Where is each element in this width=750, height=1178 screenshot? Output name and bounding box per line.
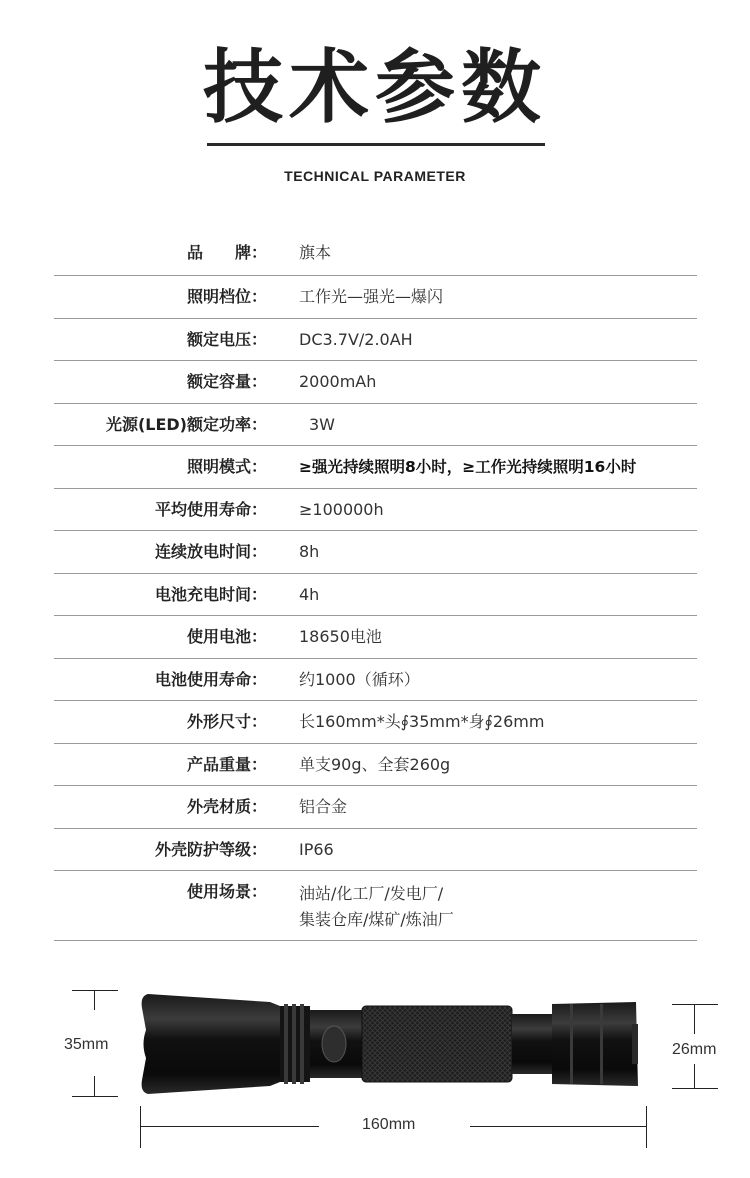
spec-value: ≥强光持续照明8小时，≥工作光持续照明16小时 (299, 458, 637, 476)
page-subtitle: TECHNICAL PARAMETER (284, 168, 466, 184)
spec-value: ≥100000h (299, 499, 384, 519)
spec-value: 2000mAh (299, 372, 377, 391)
spec-label: 额定电压： (186, 329, 267, 349)
dim-line-length-left (141, 1126, 319, 1127)
spec-label: 品 牌： (186, 243, 267, 262)
flashlight-tail-ring (512, 1014, 552, 1074)
flashlight-head (142, 994, 280, 1094)
spec-value: DC3.7V/2.0AH (299, 329, 413, 349)
spec-label: 外壳材质： (186, 797, 267, 816)
spec-row-lighting-mode (54, 446, 697, 489)
flashlight-body (362, 1006, 512, 1082)
spec-table (54, 232, 697, 941)
spec-row-material (54, 786, 697, 829)
spec-row-voltage (54, 319, 697, 362)
spec-row-weight (54, 744, 697, 787)
flashlight-threads (280, 1004, 310, 1084)
spec-label: 光源(LED)额定功率： (105, 414, 267, 434)
spec-label: 电池使用寿命： (154, 669, 267, 689)
spec-row-battery-life (54, 659, 697, 702)
head-diameter-label: 35mm (64, 1036, 109, 1053)
spec-value: 旗本 (299, 243, 332, 262)
spec-row-charge-time (54, 574, 697, 617)
spec-label: 使用电池： (186, 627, 267, 646)
dim-tick-bottom-right (672, 1088, 718, 1089)
spec-value: 8h (299, 542, 320, 561)
spec-label: 额定容量： (186, 372, 267, 391)
title-underline (207, 143, 545, 146)
spec-label: 照明档位： (186, 287, 267, 306)
power-button (322, 1026, 346, 1062)
spec-label: 连续放电时间： (154, 542, 267, 561)
dim-tick-right-end (646, 1106, 647, 1148)
spec-label: 外壳防护等级： (154, 839, 267, 859)
spec-value: 铝合金 (299, 797, 348, 816)
spec-label: 外形尺寸： (186, 712, 267, 731)
dim-line-right-upper (694, 1004, 695, 1034)
dim-tick-top-left (72, 990, 118, 991)
spec-row-led-power (54, 404, 697, 447)
spec-label: 电池充电时间： (154, 584, 267, 604)
spec-value: 18650电池 (299, 627, 382, 646)
spec-row-capacity (54, 361, 697, 404)
spec-row-brand (54, 232, 697, 276)
spec-value: 4h (299, 584, 320, 604)
flashlight-tailcap (552, 1002, 638, 1086)
spec-label: 产品重量： (186, 754, 267, 774)
dim-tick-left-end (140, 1106, 141, 1148)
spec-value: 长160mm*头∮35mm*身∮26mm (299, 712, 545, 731)
dim-line-left-lower (94, 1076, 95, 1096)
length-label: 160mm (362, 1116, 416, 1133)
spec-row-dimensions (54, 701, 697, 744)
spec-row-discharge-time (54, 531, 697, 574)
flashlight-image (140, 988, 642, 1100)
spec-row-lifespan (54, 489, 697, 532)
spec-label: 照明模式： (186, 457, 267, 476)
spec-row-protection (54, 829, 697, 872)
body-diameter-label: 26mm (672, 1041, 717, 1058)
flashlight-diagram (0, 960, 750, 1178)
spec-value: 3W (309, 414, 335, 434)
spec-label: 平均使用寿命： (154, 499, 267, 519)
spec-row-light-modes (54, 276, 697, 319)
spec-value: 工作光—强光—爆闪 (299, 287, 444, 306)
spec-value-line: 油站/化工厂/发电厂/ (299, 884, 444, 903)
dim-tick-top-right (672, 1004, 718, 1005)
page-title: 技术参数 (203, 41, 547, 134)
spec-row-battery (54, 616, 697, 659)
spec-row-usage (54, 871, 697, 941)
dim-line-right-lower (694, 1064, 695, 1088)
spec-value: 约1000（循环） (299, 669, 420, 689)
spec-value: 单支90g、全套260g (299, 754, 451, 774)
spec-value-line: 集装仓库/煤矿/炼油厂 (299, 910, 454, 929)
spec-label: 使用场景： (186, 882, 267, 901)
dim-tick-bottom-left (72, 1096, 118, 1097)
spec-value (299, 881, 689, 933)
dim-line-length-right (470, 1126, 646, 1127)
spec-value: IP66 (299, 839, 334, 859)
dim-line-left-upper (94, 990, 95, 1010)
